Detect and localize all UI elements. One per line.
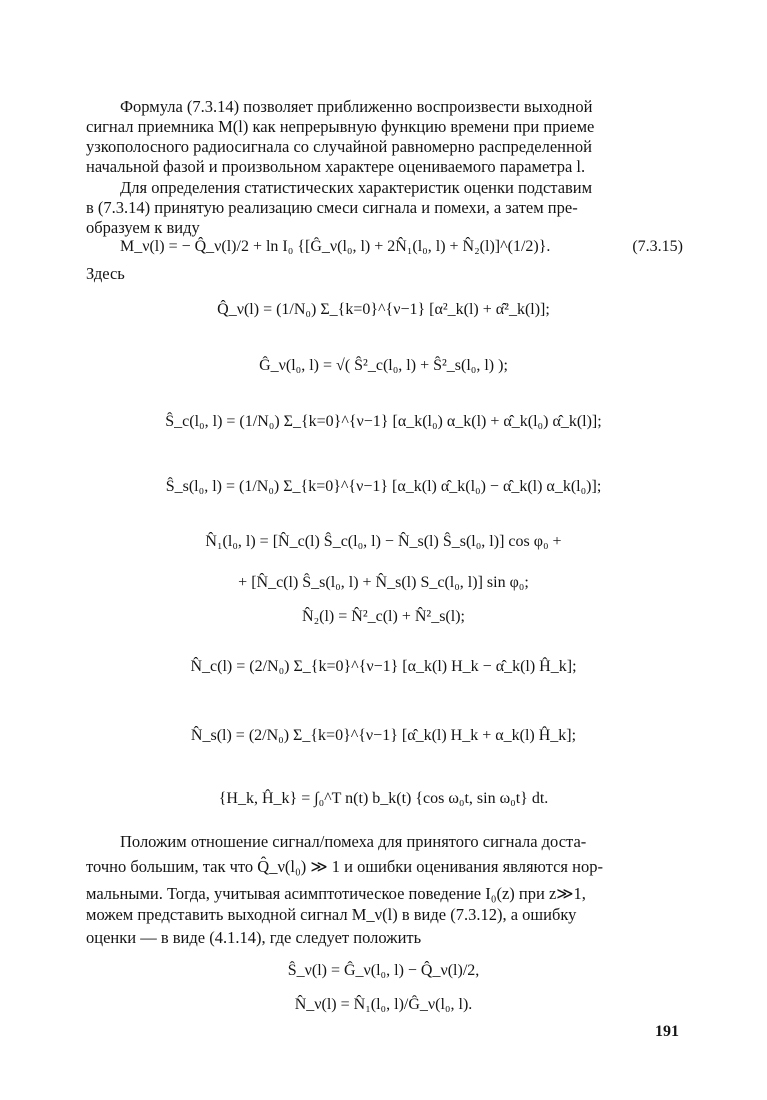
paragraph1-line-3: узкополосного радиосигнала со случайной равномерно распределенной [86, 137, 592, 156]
formula-h-k: {H_k, Ĥ_k} = ∫₀^T n(t) b_k(t) {cos ω₀t, sin ω₀t} dt. [218, 790, 549, 807]
formula-q-nu: Q̂_ν(l) = (1/N₀) Σ_{k=0}^{ν−1} [α²_k(l) + α̂²_k(l)]; [217, 301, 550, 318]
formula-n1-line2: + [N̂_c(l) Ŝ_s(l₀, l) + N̂_s(l) S_c(l₀, l)] sin φ₀; [238, 574, 529, 591]
paragraph1-line-1: Формула (7.3.14) позволяет приближенно воспроизвести выходной [120, 97, 593, 116]
paragraph1-line-7: образуем к виду [86, 218, 200, 237]
formula-n2: N̂₂(l) = N̂²_c(l) + N̂²_s(l); [302, 608, 465, 625]
formula-n-s: N̂_s(l) = (2/N₀) Σ_{k=0}^{ν−1} [α̂_k(l) H_k + α_k(l) Ĥ_k]; [190, 727, 577, 744]
paragraph2-line-5: оценки — в виде (4.1.14), где следует положить [86, 928, 422, 947]
paragraph1-line-6: в (7.3.14) принятую реализацию смеси сигнала и помехи, а затем пре- [86, 198, 578, 217]
paragraph2-line-2: точно большим, так что Q̂_ν(l₀) ≫ 1 и ошибки оценивания являются нор- [86, 857, 603, 876]
paragraph1-line-5: Для определения статистических характеристик оценки подставим [120, 178, 593, 197]
paragraph2-line-1: Положим отношение сигнал/помеха для принятого сигнала доста- [120, 832, 587, 851]
formula-g-nu: Ĝ_ν(l₀, l) = √( Ŝ²_c(l₀, l) + Ŝ²_s(l₀, l) ); [259, 357, 508, 374]
formula-s-c: Ŝ_c(l₀, l) = (1/N₀) Σ_{k=0}^{ν−1} [α_k(l₀) α_k(l) + α̂_k(l₀) α̂_k(l)]; [165, 413, 602, 430]
main-equation-body: M_ν(l) = − Q̂_ν(l)/2 + ln I₀ {[Ĝ_ν(l₀, l) + 2N̂₁(l₀, l) + N̂₂(l)]^(1/2)}. [120, 238, 551, 255]
formula-n-nu: N̂_ν(l) = N̂₁(l₀, l)/Ĝ_ν(l₀, l). [294, 996, 473, 1013]
paragraph1-line-2: сигнал приемника M(l) как непрерывную функцию времени при приеме [86, 117, 595, 136]
formula-s-s: Ŝ_s(l₀, l) = (1/N₀) Σ_{k=0}^{ν−1} [α_k(l) α̂_k(l₀) − α̂_k(l) α_k(l₀)]; [165, 478, 602, 495]
paragraph2-line-4: можем представить выходной сигнал M_ν(l) в виде (7.3.12), а ошибку [86, 905, 577, 924]
page-number: 191 [655, 1023, 679, 1040]
main-equation [0, 236, 767, 260]
paragraph2-line-3: мальными. Тогда, учитывая асимптотическое поведение I₀(z) при z≫1, [86, 884, 586, 903]
equation-number: (7.3.15) [632, 238, 683, 255]
here-label: Здесь [86, 264, 125, 283]
formula-n1-line1: N̂₁(l₀, l) = [N̂_c(l) Ŝ_c(l₀, l) − N̂_s(l) Ŝ_s(l₀, l)] cos φ₀ + [205, 533, 562, 550]
paragraph1-line-4: начальной фазой и произвольном характере оцениваемого параметра l. [86, 157, 586, 176]
formula-s-nu: Ŝ_ν(l) = Ĝ_ν(l₀, l) − Q̂_ν(l)/2, [287, 962, 480, 979]
formula-n-c: N̂_c(l) = (2/N₀) Σ_{k=0}^{ν−1} [α_k(l) H_k − α̂_k(l) Ĥ_k]; [190, 658, 577, 675]
